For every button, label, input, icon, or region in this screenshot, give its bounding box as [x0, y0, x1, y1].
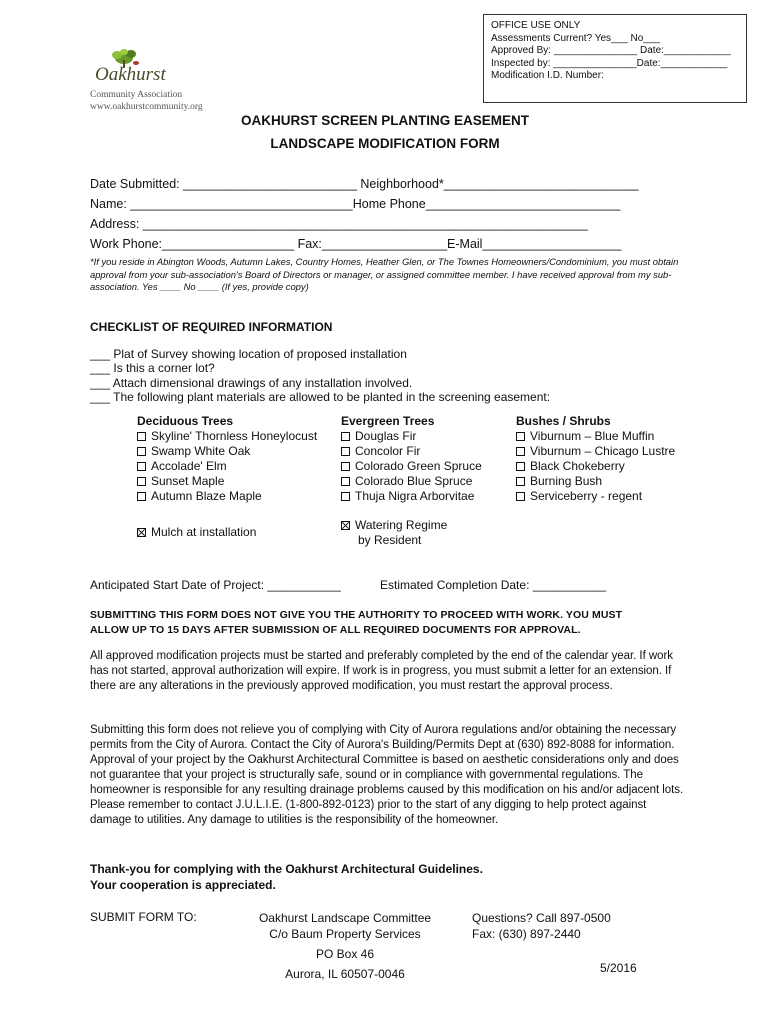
completion-date-field[interactable]: Estimated Completion Date: ___________: [380, 578, 607, 592]
checked-checkbox-icon[interactable]: [341, 521, 350, 530]
plant-option[interactable]: Douglas Fir: [341, 429, 482, 444]
address-row[interactable]: Address: ________________________________________________________________: [90, 217, 588, 231]
deciduous-heading: Deciduous Trees: [137, 414, 234, 428]
checkbox-icon[interactable]: [516, 492, 525, 501]
checkbox-icon[interactable]: [516, 447, 525, 456]
checkbox-icon[interactable]: [137, 492, 146, 501]
plant-option[interactable]: Sunset Maple: [137, 474, 317, 489]
plant-option[interactable]: Colorado Blue Spruce: [341, 474, 482, 489]
checkbox-icon[interactable]: [341, 462, 350, 471]
checkbox-icon[interactable]: [341, 492, 350, 501]
plant-option[interactable]: Accolade' Elm: [137, 459, 317, 474]
checklist-item[interactable]: ___ Plat of Survey showing location of proposed installation: [90, 347, 407, 361]
work-fax-email-row[interactable]: Work Phone:___________________ Fax:__________________E-Mail____________________: [90, 237, 622, 251]
checkbox-icon[interactable]: [341, 432, 350, 441]
office-use-box: [483, 14, 747, 103]
deciduous-trees-column: [137, 414, 317, 504]
questions-contact: Questions? Call 897-0500 Fax: (630) 897-2440: [472, 911, 611, 941]
checked-checkbox-icon[interactable]: [137, 528, 146, 537]
checkbox-icon[interactable]: [516, 432, 525, 441]
oakhurst-logo: [84, 46, 184, 91]
checkbox-icon[interactable]: [516, 462, 525, 471]
checkbox-icon[interactable]: [341, 447, 350, 456]
plant-option[interactable]: Colorado Green Spruce: [341, 459, 482, 474]
association-name: Community Association: [90, 90, 183, 100]
checklist-item[interactable]: ___ Attach dimensional drawings of any installation involved.: [90, 376, 413, 390]
approved-by-line: Approved By: _______________ Date:____________: [491, 45, 731, 56]
plant-option[interactable]: Thuja Nigra Arborvitae: [341, 489, 482, 504]
name-phone-row[interactable]: Name: ________________________________Home Phone____________________________: [90, 197, 621, 211]
association-url: www.oakhurstcommunity.org: [90, 102, 203, 112]
logo-wordmark: Oakhurst: [95, 64, 166, 85]
assessments-line: Assessments Current? Yes___ No___: [491, 32, 660, 44]
plant-option[interactable]: Burning Bush: [516, 474, 675, 489]
plant-option[interactable]: Concolor Fir: [341, 444, 482, 459]
approval-paragraph: All approved modification projects must be started and preferably completed by the end of the calendar year. If work has not started, approval authorization will expire. If work is in progress, you must submit a letter for an extension. If there are any alterations in the previously approved modification, you must restart the approval process.: [90, 650, 673, 692]
form-subtitle: LANDSCAPE MODIFICATION FORM: [270, 136, 500, 151]
plant-option[interactable]: Viburnum – Blue Muffin: [516, 429, 675, 444]
watering-option[interactable]: Watering Regime by Resident: [341, 518, 447, 548]
office-use-title: OFFICE USE ONLY: [491, 20, 581, 31]
evergreen-heading: Evergreen Trees: [341, 414, 435, 428]
checkbox-icon[interactable]: [137, 477, 146, 486]
checklist-item[interactable]: ___ The following plant materials are allowed to be planted in the screening easement:: [90, 390, 551, 404]
start-date-field[interactable]: Anticipated Start Date of Project: ___________: [90, 578, 341, 592]
mulch-option[interactable]: Mulch at installation: [137, 525, 256, 540]
revision-date: 5/2016: [600, 961, 637, 975]
plant-option[interactable]: Skyline' Thornless Honeylocust: [137, 429, 317, 444]
authority-warning: SUBMITTING THIS FORM DOES NOT GIVE YOU THE AUTHORITY TO PROCEED WITH WORK. YOU MUST ALLOW UP TO 15 DAYS AFTER SUBMISSION OF ALL REQUIRED DOCUMENTS FOR APPROVAL.: [90, 609, 623, 636]
submit-label: SUBMIT FORM TO:: [90, 910, 197, 924]
thank-you-note: Thank-you for complying with the Oakhurst Architectural Guidelines. Your cooperation is appreciated.: [90, 862, 483, 892]
plant-option[interactable]: Viburnum – Chicago Lustre: [516, 444, 675, 459]
association-info: [90, 89, 203, 113]
checklist-heading: CHECKLIST OF REQUIRED INFORMATION: [90, 320, 333, 334]
checkbox-icon[interactable]: [516, 477, 525, 486]
plant-option[interactable]: Black Chokeberry: [516, 459, 675, 474]
plant-option[interactable]: Serviceberry - regent: [516, 489, 675, 504]
modification-id-line: Modification I.D. Number:: [491, 70, 604, 81]
checkbox-icon[interactable]: [341, 477, 350, 486]
checkbox-icon[interactable]: [137, 447, 146, 456]
checkbox-icon[interactable]: [137, 462, 146, 471]
checklist-item[interactable]: ___ Is this a corner lot?: [90, 361, 215, 375]
sub-association-note: *If you reside in Abington Woods, Autumn Lakes, Country Homes, Heather Glen, or The Townes Homeowners/Condominium, you must obtain approval from your sub-association's Board of Directors or manager, or assigned committee member. I have received approval from my sub-association. Yes ____ No ____ (If yes, provide copy): [90, 256, 679, 292]
bushes-shrubs-column: [516, 414, 675, 504]
form-title: OAKHURST SCREEN PLANTING EASEMENT: [240, 113, 529, 128]
evergreen-trees-column: [341, 414, 482, 504]
plant-option[interactable]: Swamp White Oak: [137, 444, 317, 459]
submit-address: Oakhurst Landscape Committee C/o Baum Property Services PO Box 46 Aurora, IL 60507-0046: [258, 911, 432, 981]
bushes-heading: Bushes / Shrubs: [516, 414, 611, 428]
plant-option[interactable]: Autumn Blaze Maple: [137, 489, 317, 504]
inspected-by-line: Inspected by: _______________Date:____________: [491, 57, 728, 69]
date-neighborhood-row[interactable]: Date Submitted: _________________________ Neighborhood*____________________________: [90, 177, 639, 191]
regulations-paragraph: Submitting this form does not relieve you of complying with City of Aurora regulations and/or obtaining the necessary permits from the City of Aurora. Contact the City of Aurora's Building/Permits Dept at (630) 892-8088 for information. Approval of your project by the Oakhurst Architectural Committee is based on aesthetic considerations only and does not guarantee that your project is structurally safe, sound or in compliance with governmental regulations. The homeowner is responsible for any resulting drainage problems caused by this modification on his and/or adjacent lots. Please remember to contact J.U.L.I.E. (1-800-892-0123) prior to the start of any digging to help protect against damage to utilities. Any damage to utilities is the responsibility of the homeowner.: [90, 724, 684, 826]
checkbox-icon[interactable]: [137, 432, 146, 441]
